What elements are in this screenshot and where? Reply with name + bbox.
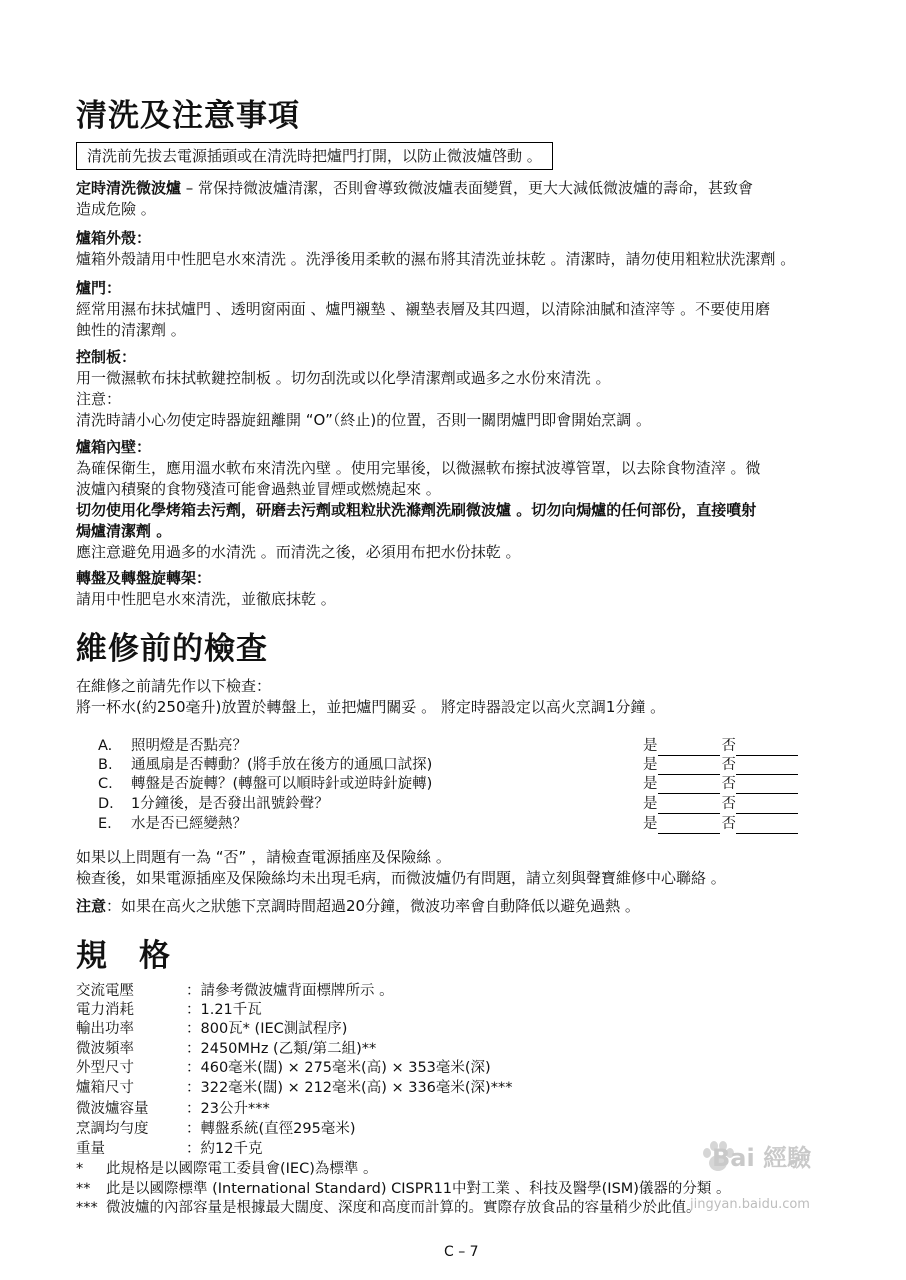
yes-no-fields <box>643 775 800 794</box>
check-question: 通風扇是否轉動？(將手放在後方的通風口試探) <box>131 757 433 773</box>
watermark-url: jingyan.baidu.com <box>690 1197 810 1212</box>
inner-walls-text-3: 應注意避免用過多的水清洗 。而清洗之後，必須用布把水份抹乾 。 <box>76 543 521 561</box>
outer-casing-text: 爐箱外殼請用中性肥皂水來清洗 。洗淨後用柔軟的濕布將其清洗並抹乾 。清潔時，請勿使用粗粒狀洗潔劑 。 <box>76 250 796 268</box>
note-text: ：如果在高火之狀態下烹調時間超過20分鐘，微波功率會自動降低以避免過熱 。 <box>106 897 640 915</box>
inner-walls-text-2: 波爐內積聚的食物殘渣可能會過熱並冒煙或燃燒起來 。 <box>76 480 441 498</box>
spec-value: ：460毫米(闊) × 275毫米(高) × 353毫米(深) <box>186 1060 491 1076</box>
yes-label: 是 <box>643 776 658 792</box>
check-item-b <box>98 756 810 775</box>
inner-walls-block <box>76 437 838 563</box>
precheck-after-1: 如果以上問題有一為 “否” ，請檢查電源插座及保險絲 。 <box>76 848 451 866</box>
turntable-text: 請用中性肥皂水來清洗，並徹底抹乾 。 <box>76 590 336 608</box>
no-label: 否 <box>721 757 736 773</box>
yes-blank-field[interactable] <box>658 759 720 775</box>
door-text-2: 蝕性的清潔劑 。 <box>76 321 186 339</box>
no-blank-field[interactable] <box>736 818 798 834</box>
check-question: 水是否已經變熱？ <box>131 816 247 832</box>
no-label: 否 <box>721 776 736 792</box>
turntable-block <box>76 568 838 610</box>
no-blank-field[interactable] <box>736 778 798 794</box>
yes-no-fields <box>643 756 800 775</box>
spec-label: 輸出功率 <box>76 1021 134 1037</box>
yes-no-fields <box>643 795 800 814</box>
intro-line2: 造成危險 。 <box>76 200 156 218</box>
watermark-text: Bai 經驗 <box>712 1144 812 1172</box>
no-blank-field[interactable] <box>736 759 798 775</box>
yes-label: 是 <box>643 757 658 773</box>
precheck-intro-2: 將一杯水(約250毫升)放置於轉盤上，並把爐門關妥 。 將定時器設定以高火烹調1分鐘 。 <box>76 698 666 716</box>
check-question: 轉盤是否旋轉？(轉盤可以順時針或逆時針旋轉) <box>131 776 433 792</box>
spec-label: 微波頻率 <box>76 1041 134 1057</box>
check-letter: C. <box>98 776 113 792</box>
spec-label: 微波爐容量 <box>76 1101 149 1117</box>
precheck-after <box>76 847 838 889</box>
inner-walls-warning-1: 切勿使用化學烤箱去污劑，研磨去污劑或粗粒狀洗滌劑洗刷微波爐 。切勿向焗爐的任何部份，直接噴射 <box>76 501 757 519</box>
control-panel-block <box>76 347 838 431</box>
spec-value: ：23公升*** <box>186 1101 270 1117</box>
note-label: 注意 <box>76 897 107 915</box>
no-label: 否 <box>721 796 736 812</box>
precheck-intro-1: 在維修之前請先作以下檢查： <box>76 677 272 695</box>
yes-blank-field[interactable] <box>658 740 720 756</box>
inner-walls-heading: 爐箱內壁： <box>76 438 152 456</box>
spec-value: ：請參考微波爐背面標牌所示 。 <box>186 983 394 999</box>
footnote-mark: ** <box>76 1181 91 1197</box>
door-block <box>76 278 838 341</box>
spec-label: 烹調均勻度 <box>76 1121 149 1137</box>
spec-label: 電力消耗 <box>76 1002 134 1018</box>
yes-no-fields <box>643 737 800 756</box>
yes-blank-field[interactable] <box>658 818 720 834</box>
no-label: 否 <box>721 816 736 832</box>
footnote-text: 此規格是以國際電工委員會(IEC)為標準 。 <box>106 1161 378 1177</box>
spec-label: 外型尺寸 <box>76 1060 134 1076</box>
intro-bold: 定時清洗微波爐 <box>76 179 182 197</box>
check-item-c <box>98 775 810 794</box>
no-label: 否 <box>721 738 736 754</box>
yes-label: 是 <box>643 816 658 832</box>
check-question: 照明燈是否點亮？ <box>131 738 247 754</box>
spec-value: ：2450MHz (乙類/第二組)** <box>186 1041 377 1057</box>
section-title-precheck: 維修前的檢查 <box>76 631 268 667</box>
spec-label: 交流電壓 <box>76 983 134 999</box>
footnote-text: 微波爐的內部容量是根據最大闊度、深度和高度而計算的。實際存放食品的容量稍少於此值。 <box>106 1200 701 1216</box>
precheck-after-2: 檢查後，如果電源插座及保險絲均未出現毛病，而微波爐仍有問題，請立刻與聲寶維修中心聯絡 。 <box>76 869 726 887</box>
yes-blank-field[interactable] <box>658 798 720 814</box>
no-blank-field[interactable] <box>736 798 798 814</box>
page-number: C – 7 <box>444 1244 479 1260</box>
turntable-heading: 轉盤及轉盤旋轉架： <box>76 569 212 587</box>
door-text-1: 經常用濕布抹拭爐門 、透明窗兩面 、爐門襯墊 、襯墊表層及其四週，以清除油膩和渣滓等 。不要使用磨 <box>76 300 771 318</box>
outer-casing-block <box>76 228 838 270</box>
check-question: 1分鐘後，是否發出訊號鈴聲？ <box>131 796 329 812</box>
door-heading: 爐門： <box>76 279 122 297</box>
check-letter: E. <box>98 816 112 832</box>
yes-blank-field[interactable] <box>658 778 720 794</box>
control-panel-text: 用一微濕軟布抹拭軟鍵控制板 。切勿刮洗或以化學清潔劑或過多之水份來清洗 。 <box>76 369 611 387</box>
section-title-specs: 規格 <box>76 938 202 974</box>
yes-label: 是 <box>643 738 658 754</box>
check-item-d <box>98 795 810 814</box>
spec-value: ：約12千克 <box>186 1141 263 1157</box>
spec-label: 爐箱尺寸 <box>76 1080 134 1096</box>
warning-notice-box: 清洗前先拔去電源插頭或在清洗時把爐門打開，以防止微波爐啓動 。 <box>76 142 553 170</box>
check-letter: B. <box>98 757 113 773</box>
yes-label: 是 <box>643 796 658 812</box>
spec-value: ：1.21千瓦 <box>186 1002 262 1018</box>
check-letter: D. <box>98 796 114 812</box>
footnote-mark: *** <box>76 1200 98 1216</box>
outer-casing-heading: 爐箱外殼： <box>76 229 152 247</box>
check-item-e <box>98 815 810 834</box>
yes-no-fields <box>643 815 800 834</box>
intro-paragraph <box>76 178 838 220</box>
check-letter: A. <box>98 738 113 754</box>
control-panel-note-text: 清洗時請小心勿使定時器旋鈕離開 “O”（終止)的位置，否則一關閉爐門即會開始烹調 。 <box>76 411 651 429</box>
precheck-intro <box>76 676 838 718</box>
section-title-cleaning: 清洗及注意事項 <box>76 98 300 134</box>
intro-text: – 常保持微波爐清潔，否則會導致微波爐表面變質，更大大減低微波爐的壽命，甚致會 <box>181 179 754 197</box>
spec-value: ：322毫米(闊) × 212毫米(高) × 336毫米(深)*** <box>186 1080 513 1096</box>
footnote-mark: * <box>76 1161 84 1177</box>
footnote-text: 此是以國際標準 (International Standard) CISPR11中對工業 、科技及醫學(ISM)儀器的分類 。 <box>106 1181 731 1197</box>
spec-value: ：800瓦* (IEC測試程序) <box>186 1021 348 1037</box>
inner-walls-text-1: 為確保衛生，應用溫水軟布來清洗內壁 。使用完畢後，以微濕軟布擦拭波導管罩，以去除食物渣滓 。微 <box>76 459 761 477</box>
spec-label: 重量 <box>76 1141 105 1157</box>
no-blank-field[interactable] <box>736 740 798 756</box>
precheck-note <box>76 896 838 917</box>
inner-walls-warning-2: 焗爐清潔劑 。 <box>76 522 172 540</box>
control-panel-note-label: 注意： <box>76 390 122 408</box>
check-item-a <box>98 737 810 756</box>
control-panel-heading: 控制板： <box>76 348 137 366</box>
spec-value: ：轉盤系統(直徑295毫米) <box>186 1121 356 1137</box>
